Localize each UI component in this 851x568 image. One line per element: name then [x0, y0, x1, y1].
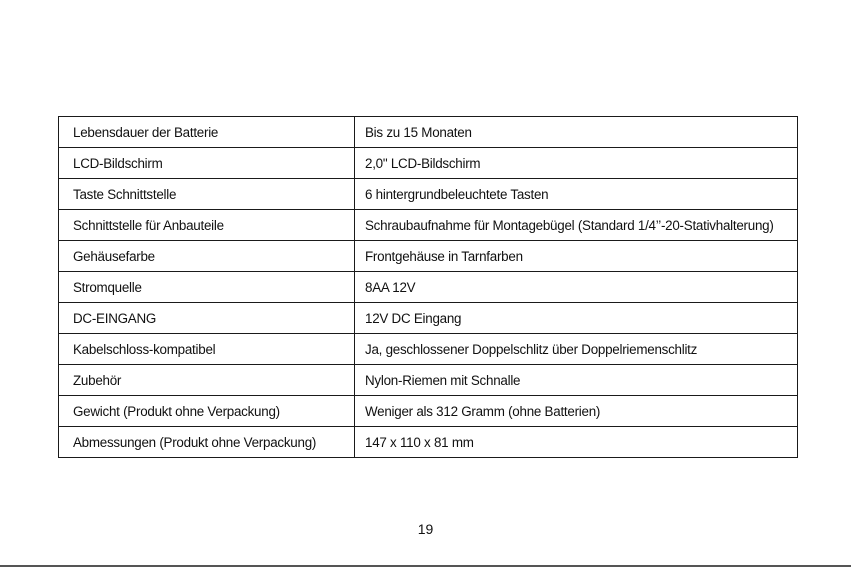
spec-value: Frontgehäuse in Tarnfarben [355, 241, 798, 272]
spec-label: Lebensdauer der Batterie [59, 117, 355, 148]
spec-label: Kabelschloss-kompatibel [59, 334, 355, 365]
spec-value: 2,0" LCD-Bildschirm [355, 148, 798, 179]
spec-label: LCD-Bildschirm [59, 148, 355, 179]
spec-value: Schraubaufnahme für Montagebügel (Standard 1/4’’-20-Stativhalterung) [355, 210, 798, 241]
table-row [59, 148, 798, 179]
table-row [59, 365, 798, 396]
table-row [59, 210, 798, 241]
spec-value: Ja, geschlossener Doppelschlitz über Doppelriemenschlitz [355, 334, 798, 365]
page-number: 19 [417, 521, 434, 537]
spec-label: DC-EINGANG [59, 303, 355, 334]
bottom-rule [0, 565, 851, 567]
spec-label: Gewicht (Produkt ohne Verpackung) [59, 396, 355, 427]
table-row [59, 241, 798, 272]
table-row [59, 334, 798, 365]
spec-label: Stromquelle [59, 272, 355, 303]
spec-value: 147 x 110 x 81 mm [355, 427, 798, 458]
spec-value: Bis zu 15 Monaten [355, 117, 798, 148]
spec-label: Gehäusefarbe [59, 241, 355, 272]
table-row [59, 303, 798, 334]
spec-value: Nylon-Riemen mit Schnalle [355, 365, 798, 396]
table-row [59, 117, 798, 148]
spec-label: Abmessungen (Produkt ohne Verpackung) [59, 427, 355, 458]
spec-label: Zubehör [59, 365, 355, 396]
spec-value: 8AA 12V [355, 272, 798, 303]
table-row [59, 396, 798, 427]
spec-label: Schnittstelle für Anbauteile [59, 210, 355, 241]
table-row [59, 427, 798, 458]
table-row [59, 272, 798, 303]
table-row [59, 179, 798, 210]
spec-value: Weniger als 312 Gramm (ohne Batterien) [355, 396, 798, 427]
spec-value: 12V DC Eingang [355, 303, 798, 334]
spec-value: 6 hintergrundbeleuchtete Tasten [355, 179, 798, 210]
spec-table [58, 116, 798, 458]
spec-label: Taste Schnittstelle [59, 179, 355, 210]
